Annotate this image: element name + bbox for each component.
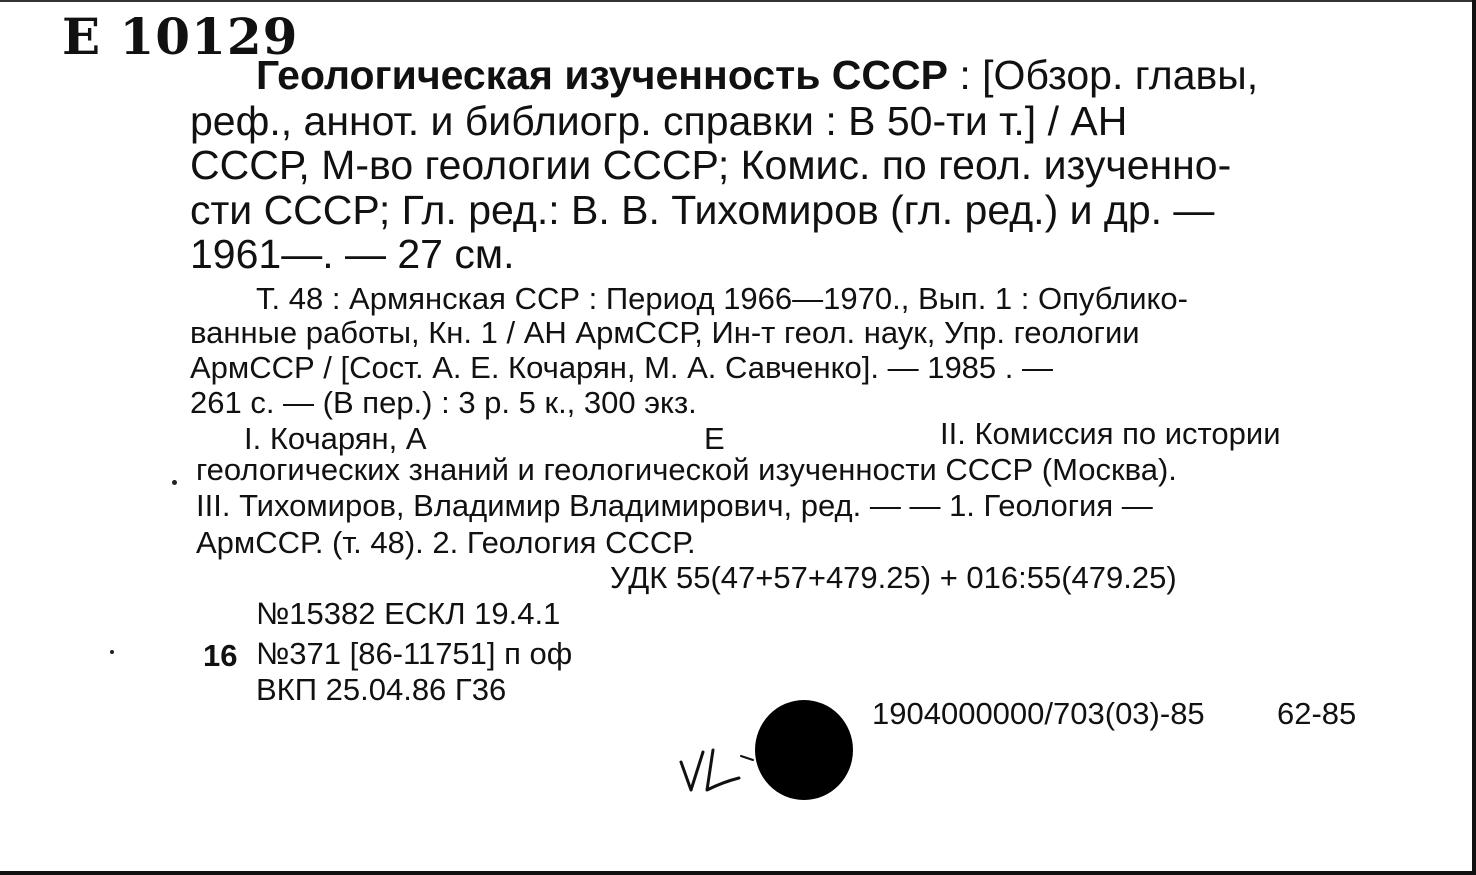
title-line-2: реф., аннот. и библиогр. справки : В 50-ти т.] / АН xyxy=(190,98,1128,144)
registry-count: 16 xyxy=(203,638,238,673)
volume-line-1: Т. 48 : Армянская ССР : Период 1966—1970., Вып. 1 : Опублико- xyxy=(256,281,1188,316)
udc-classification: УДК 55(47+57+479.25) + 016:55(479.25) xyxy=(610,560,1177,595)
volume-line-3: АрмССР / [Сост. А. Е. Кочарян, М. А. Савченко]. — 1985 . — xyxy=(190,350,1054,385)
title-line-3: СССР, М-во геологии СССР; Комис. по геол. изученно- xyxy=(190,142,1232,188)
entry-i-initial: Е xyxy=(704,421,725,456)
publisher-code-suffix: 62-85 xyxy=(1277,696,1357,731)
entry-ii-head: II. Комиссия по истории xyxy=(940,416,1281,451)
card-top-edge xyxy=(0,0,1476,2)
entry-iii-line: III. Тихомиров, Владимир Владимирович, ред. — — 1. Геология — xyxy=(196,488,1153,523)
ink-blot xyxy=(755,700,853,800)
volume-line-2: ванные работы, Кн. 1 / АН АрмССР, Ин-т геол. наук, Упр. геологии xyxy=(190,315,1140,350)
title-line-1 xyxy=(256,52,1259,98)
title-continuation: : [Обзор. главы, xyxy=(947,52,1259,98)
registry-order: №371 [86-11751] п оф xyxy=(256,636,573,671)
entry-i-name: I. Кочарян, А xyxy=(244,421,427,456)
entry-ii-line2: геологических знаний и геологической изученности СССР (Москва). xyxy=(196,452,1177,487)
title-line-4: сти СССР; Гл. ред.: В. В. Тихомиров (гл. ред.) и др. — xyxy=(190,187,1215,233)
publisher-code: 1904000000/703(03)-85 xyxy=(872,696,1205,731)
call-number: E 10129 xyxy=(62,7,299,66)
registry-vkp: ВКП 25.04.86 Г36 xyxy=(256,672,507,707)
volume-line-4: 261 с. — (В пер.) : 3 р. 5 к., 300 экз. xyxy=(190,385,697,420)
registry-number: №15382 ЕСКЛ 19.4.1 xyxy=(256,596,561,631)
margin-dot xyxy=(172,480,177,485)
entry-iii-line2: АрмССР. (т. 48). 2. Геология СССР. xyxy=(196,525,696,560)
handwritten-mark-icon xyxy=(673,742,763,802)
margin-mark xyxy=(110,650,114,654)
card-bottom-edge xyxy=(0,871,1476,875)
title-bold: Геологическая изученность СССР xyxy=(256,52,948,98)
card-right-edge xyxy=(1472,0,1476,875)
title-line-5: 1961—. — 27 см. xyxy=(190,231,515,277)
